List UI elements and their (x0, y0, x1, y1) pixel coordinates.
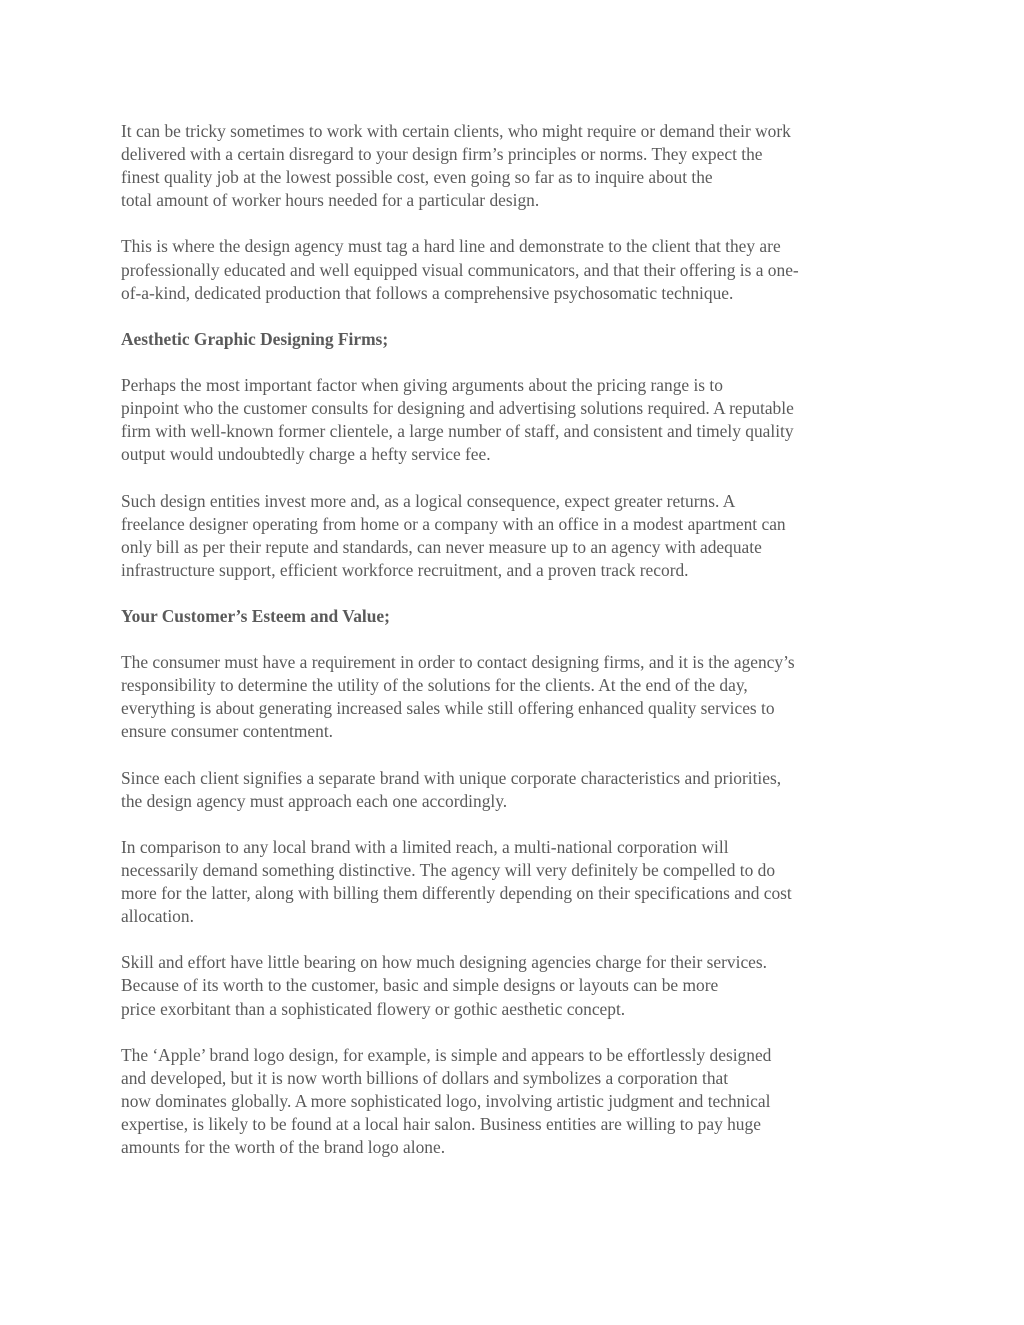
text-line: infrastructure support, efficient workforce recruitment, and a proven track record. (121, 559, 689, 580)
text-line: amounts for the worth of the brand logo alone. (121, 1137, 446, 1158)
document-body (121, 120, 911, 1182)
paragraph (121, 1044, 911, 1159)
text-line: firm with well-known former clientele, a large number of staff, and consistent and timely quality (121, 421, 794, 442)
text-line: more for the latter, along with billing them differently depending on their specifications and cost (121, 883, 792, 904)
heading-text: Aesthetic Graphic Designing Firms; (121, 328, 389, 349)
paragraph (121, 235, 911, 304)
text-line: the design agency must approach each one accordingly. (121, 790, 508, 811)
text-line: ensure consumer contentment. (121, 721, 333, 742)
heading-text: Your Customer’s Esteem and Value; (121, 605, 390, 626)
text-line: expertise, is likely to be found at a local hair salon. Business entities are willing to pay huge (121, 1114, 761, 1135)
paragraph (121, 836, 911, 928)
text-line: It can be tricky sometimes to work with certain clients, who might require or demand their work (121, 121, 791, 141)
text-line: In comparison to any local brand with a limited reach, a multi-national corporation will (121, 836, 729, 857)
text-line: allocation. (121, 906, 194, 927)
text-line: delivered with a certain disregard to your design firm’s principles or norms. They expect the (121, 144, 763, 165)
section-heading (121, 328, 911, 351)
text-line: Perhaps the most important factor when giving arguments about the pricing range is to (121, 375, 723, 396)
paragraph (121, 120, 911, 212)
text-line: The ‘Apple’ brand logo design, for example, is simple and appears to be effortlessly designed (121, 1044, 772, 1065)
section-heading (121, 605, 911, 628)
text-line: Such design entities invest more and, as a logical consequence, expect greater returns. A (121, 490, 736, 511)
paragraph (121, 651, 911, 743)
text-line: output would undoubtedly charge a hefty service fee. (121, 444, 491, 465)
text-line: Skill and effort have little bearing on how much designing agencies charge for their services. (121, 952, 767, 973)
text-line: price exorbitant than a sophisticated flowery or gothic aesthetic concept. (121, 998, 626, 1019)
text-line: Since each client signifies a separate brand with unique corporate characteristics and priorities, (121, 767, 782, 788)
text-line: everything is about generating increased sales while still offering enhanced quality services to (121, 698, 775, 719)
text-line: and developed, but it is now worth billions of dollars and symbolizes a corporation that (121, 1067, 729, 1088)
text-line: responsibility to determine the utility of the solutions for the clients. At the end of the day, (121, 675, 748, 696)
text-line: necessarily demand something distinctive. The agency will very definitely be compelled to do (121, 860, 776, 880)
text-line: now dominates globally. A more sophisticated logo, involving artistic judgment and technical (121, 1090, 771, 1111)
text-line: Because of its worth to the customer, basic and simple designs or layouts can be more (121, 975, 719, 996)
paragraph (121, 374, 911, 466)
text-line: finest quality job at the lowest possible cost, even going so far as to inquire about the (121, 167, 713, 188)
text-line: The consumer must have a requirement in order to contact designing firms, and it is the agency’s (121, 652, 795, 673)
text-line: total amount of worker hours needed for a particular design. (121, 190, 540, 211)
text-line: This is where the design agency must tag a hard line and demonstrate to the client that they are (121, 236, 781, 257)
paragraph (121, 767, 911, 813)
text-line: only bill as per their repute and standards, can never measure up to an agency with adequate (121, 536, 762, 557)
text-line: pinpoint who the customer consults for designing and advertising solutions required. A reputable (121, 398, 794, 419)
paragraph (121, 490, 911, 582)
paragraph (121, 951, 911, 1020)
text-line: of-a-kind, dedicated production that follows a comprehensive psychosomatic technique. (121, 282, 734, 303)
text-line: freelance designer operating from home or a company with an office in a modest apartment can (121, 513, 786, 534)
text-line: professionally educated and well equipped visual communicators, and that their offering is a one- (121, 259, 799, 280)
